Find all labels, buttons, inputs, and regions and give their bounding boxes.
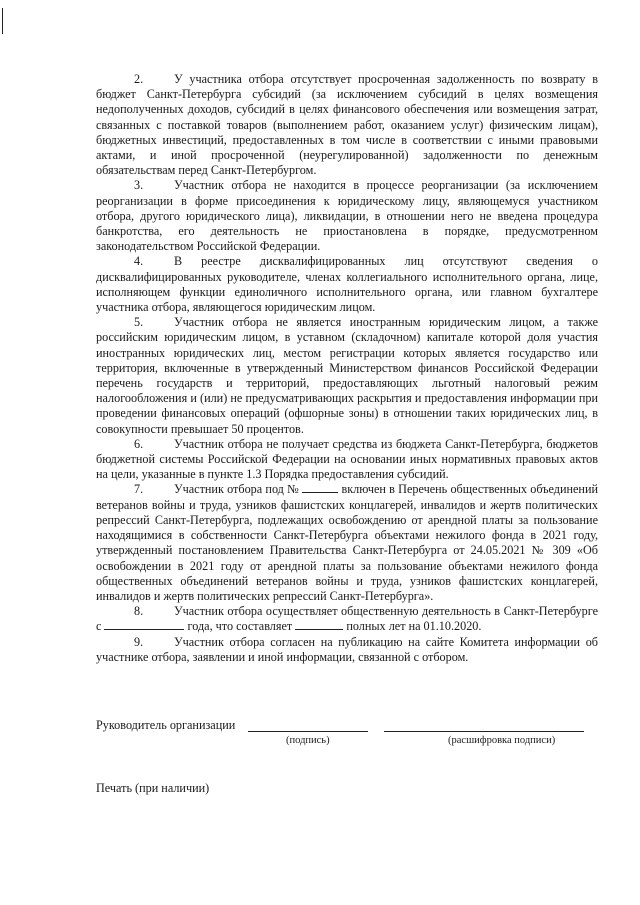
signature-block — [96, 718, 616, 746]
item-text: Участник отбора не является иностранным юридическим лицом, а также российским юридическим лицом, в уставном (складочном) капитале которой доля участия иностранных юридических лиц, местом регистрации которых является государство или территория, включенные в утвержденный Министерством финансов Российской Федерации перечень государств и территорий, предоставляющих льготный налоговый режим налогообложения и (или) не предусматривающих раскрытия и предоставления информации при проведении финансовых операций (офшорные зоны) в отношении таких юридических лиц, в совокупности превышает 50 процентов. — [96, 315, 598, 436]
item-text: У участника отбора отсутствует просроченная задолженность по возврату в бюджет Санкт-Петербурга субсидий (за исключением субсидий в целях возмещения недополученных доходов, субсидий в целях финансового обеспечения или возмещения затрат, связанных с поставкой товаров (выполнением работ, оказанием услуг) физическим лицам), бюджетных инвестиций, предоставленных в том числе в соответствии с иными правовыми актами, и иной просроченной (неурегулированной) задолженности по денежным обязательствам перед Санкт-Петербургом. — [96, 72, 598, 178]
signature-label: Руководитель организации — [96, 718, 236, 732]
years-count-blank[interactable] — [295, 619, 343, 630]
item-text-part2: года, что составляет — [187, 619, 293, 634]
item-number: 9. — [134, 634, 144, 649]
start-year-blank[interactable] — [104, 619, 184, 630]
item-text-part1: Участник отбора осуществляет общественную деятельность в Санкт-Петербурге с — [96, 604, 598, 634]
margin-mark — [2, 8, 3, 34]
seal-label: Печать (при наличии) — [96, 781, 210, 795]
item-9 — [96, 635, 598, 665]
item-7 — [96, 482, 598, 604]
item-number: 8. — [134, 604, 144, 619]
item-number: 5. — [134, 315, 144, 330]
item-2 — [96, 72, 598, 178]
item-text: В реестре дисквалифицированных лиц отсутствуют сведения о дисквалифицированных руководителе, членах коллегиального исполнительного органа, лице, исполняющем функции единоличного исполнительного органа, или главном бухгалтере участника отбора, являющегося юридическим лицом. — [96, 254, 598, 315]
item-number: 2. — [134, 72, 144, 86]
item-text-part3: полных лет на 01.10.2020. — [346, 619, 482, 634]
item-text: Участник отбора не получает средства из бюджета Санкт-Петербурга, бюджетов бюджетной системы Российской Федерации на основании иных нормативных правовых актов на цели, указанные в пункте 1.3 Порядка предоставления субсидий. — [96, 436, 598, 482]
item-number: 7. — [134, 482, 144, 497]
item-text-before: Участник отбора под № — [174, 482, 299, 497]
item-number: 3. — [134, 178, 144, 193]
item-number: 4. — [134, 254, 144, 269]
item-text: Участник отбора не находится в процессе реорганизации (за исключением реорганизации в форме присоединения к юридическому лицу, являющемуся участником отбора, другого юридического лица), ликвидации, в отношении него не введена процедура банкротства, его деятельность не приостановлена в порядке, предусмотренном законодательством Российской Федерации. — [96, 178, 598, 254]
register-number-blank[interactable] — [302, 482, 338, 493]
item-text-after: включен в Перечень общественных объединений ветеранов войны и труда, узников фашистских концлагерей, инвалидов и жертв политических репрессий Санкт-Петербурга, подлежащих освобождению от арендной платы за пользование находящимися в собственности Санкт-Петербурга объектами нежилого фонда в 2021 году, утвержденный постановлением Правительства Санкт-Петербурга от 24.05.2021 № 309 «Об освобождении в 2021 году от арендной платы за пользование объектами нежилого фонда общественных объединений ветеранов войны и труда, узников фашистских концлагерей, инвалидов и жертв политических репрессий Санкт-Петербурга». — [96, 482, 599, 603]
signature-decode-line[interactable] — [384, 731, 584, 732]
document-body — [96, 72, 598, 665]
item-text: Участник отбора согласен на публикацию на сайте Комитета информации об участнике отбора, заявлении и иной информации, связанной с отбором. — [96, 634, 598, 664]
item-5 — [96, 315, 598, 437]
item-4 — [96, 254, 598, 315]
signature-decode-caption: (расшифровка подписи) — [448, 735, 556, 746]
item-8 — [96, 604, 598, 634]
signature-line[interactable] — [248, 731, 368, 732]
signature-caption: (подпись) — [286, 735, 330, 746]
item-3 — [96, 178, 598, 254]
item-6 — [96, 437, 598, 483]
item-number: 6. — [134, 436, 144, 451]
